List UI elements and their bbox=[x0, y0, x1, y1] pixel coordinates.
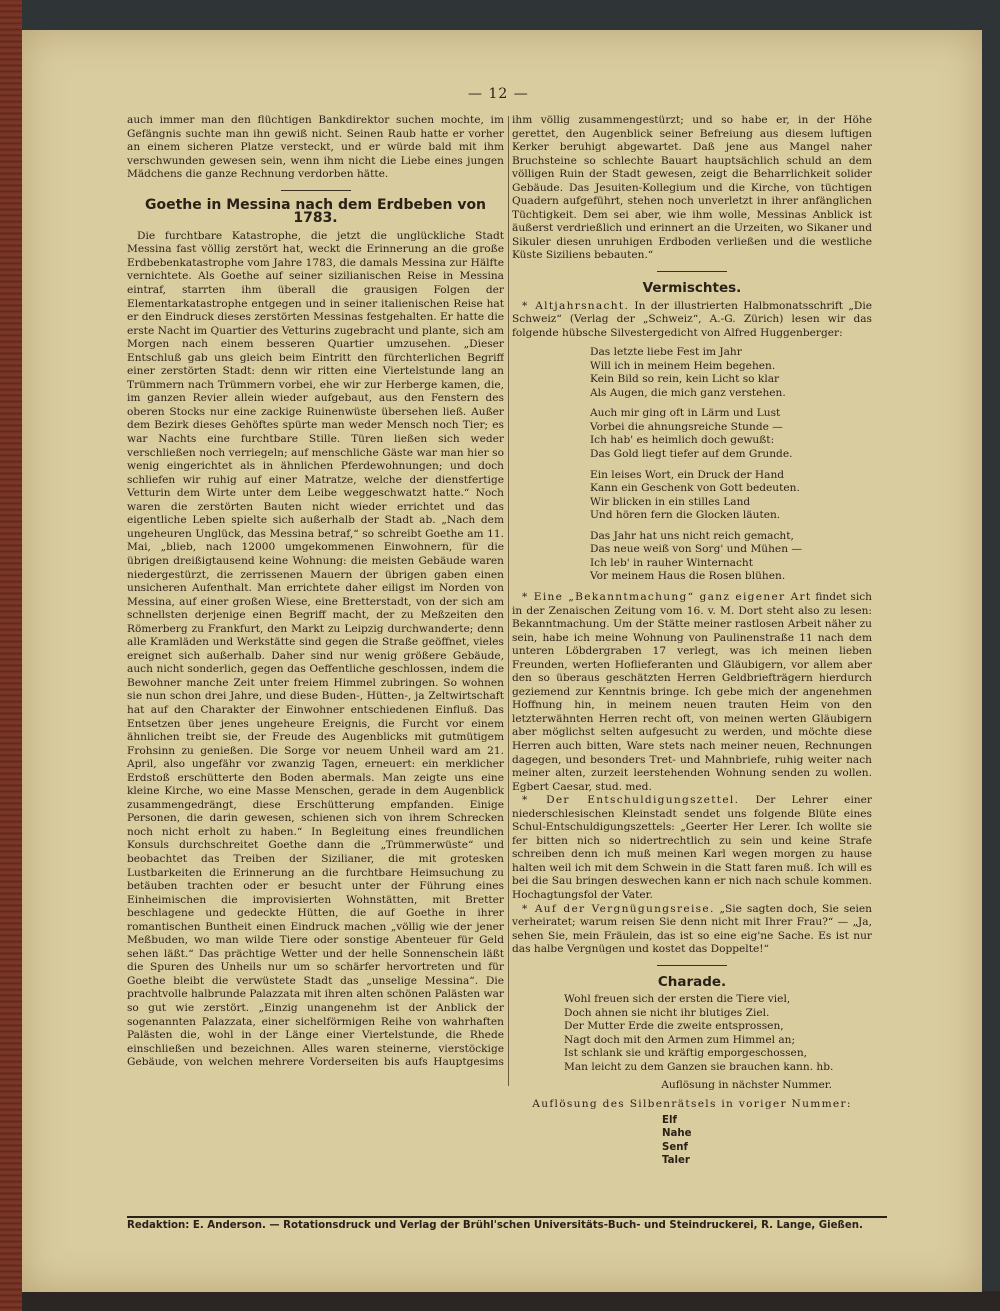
vergnuegung-lead: * Auf der Vergnügungsreise. bbox=[522, 902, 715, 915]
bekanntmachung-item bbox=[512, 591, 872, 794]
poem-stanza bbox=[590, 469, 872, 523]
charade-line: Doch ahnen sie nicht ihr blutiges Ziel. bbox=[564, 1006, 770, 1019]
book-binding bbox=[0, 0, 22, 1311]
entschuldigung-item bbox=[512, 794, 872, 902]
poem-line: Ich hab' es heimlich doch gewußt: bbox=[590, 434, 775, 447]
solution-word-list bbox=[662, 1114, 872, 1164]
poem-stanza bbox=[590, 346, 872, 400]
charade-separator bbox=[657, 965, 727, 966]
poem-line: Das Jahr hat uns nicht reich gemacht, bbox=[590, 529, 794, 542]
section-heading: Vermischtes. bbox=[642, 280, 742, 297]
charade-heading: Charade. bbox=[657, 973, 727, 990]
right-column bbox=[512, 114, 872, 1164]
poem-line: Das neue weiß von Sorg' und Mühen — bbox=[590, 543, 802, 556]
column-divider bbox=[508, 116, 509, 1086]
vergnuegung-item bbox=[512, 903, 872, 957]
poem-line: Das Gold liegt tiefer auf dem Grunde. bbox=[590, 448, 793, 461]
article-separator bbox=[281, 190, 351, 191]
charade-line: Ist schlank sie und kräftig emporgeschossen, bbox=[564, 1047, 808, 1060]
solution-word: Taler bbox=[662, 1155, 690, 1164]
book-board-bottom bbox=[22, 1291, 1000, 1311]
charade-line: Nagt doch mit den Armen zum Himmel an; bbox=[564, 1033, 796, 1046]
section-separator bbox=[657, 271, 727, 272]
solution-word: Nahe bbox=[662, 1128, 692, 1140]
poem-line: Wir blicken in ein stilles Land bbox=[590, 495, 751, 508]
entschuldigung-text: Der Lehrer einer niederschlesischen Kleinstadt sendet uns folgende Blüte eines Schul-Entschuldigungszettels: „Geerter Her Lerer. Ich wollte sie fer bitten nich so nidertrechtlich zu sein und keine Strafe schreiben denn ich muß meinen Karl wegen morgen zu hause halten weil ich mit dem Schwein in die Statt faren muß. Ich will es bei die Sau bringen deswechen kann er nich nach schule kommen. Hochagtungsfol der Vater. bbox=[512, 794, 872, 901]
altjahr-text: In der illustrierten Halbmonatsschrift „Die Schweiz“ (Verlag der „Schweiz“, A.-G. Zürich) lesen wir das folgende hübsche Silvestergedicht von Alfred Huggenberger: bbox=[512, 299, 872, 339]
poem-line: Will ich in meinem Heim begehen. bbox=[590, 359, 776, 372]
vergnuegung-text: „Sie sagten doch, Sie seien verheiratet; warum reisen Sie denn nicht mit Ihrer Frau?“ — „Ja, sehen Sie, mein Fräulein, das ist so eine eig'ne Sache. Es ist nur das halbe Vergnügen und kostet das Doppelte!“ bbox=[512, 902, 872, 956]
charade-line: Man leicht zu dem Ganzen sie brauchen kann. hb. bbox=[564, 1061, 834, 1073]
charade-line: Wohl freuen sich der ersten die Tiere viel, bbox=[564, 993, 791, 1006]
bekanntmachung-text: findet sich in der Zenaischen Zeitung vom 16. v. M. Dort steht also zu lesen: Bekanntmachung. Um der Stätte meiner rastlosen Arbeit näher zu sein, habe ich meine Wohnung von Paulinenstraße 11 nach dem unteren Löbdergraben 17 verlegt, was ich meinen lieben Freunden, werten Hoflieferanten und Gläubigern, vor allem aber den so überaus geschätzten Herren Geldbriefträgern hierdurch geziemend zur Kenntnis bringe. Ich gebe mich der angenehmen Hoffnung hin, in meinem neuen trauten Heim von den letzterwähnten Herren recht oft, von meinen werten Gläubigern aber möglichst selten aufgesucht zu werden, und möchte diese Herren auch bitten, Ware stets nach meiner neuen, Rechnungen dagegen, und besonders Tret- und Mahnbriefe, ruhig weiter nach meiner alten, zurzeit leerstehenden Wohnung senden zu wollen. Egbert Caesar, stud. med. bbox=[512, 590, 872, 793]
charade-line: Der Mutter Erde die zweite entsprossen, bbox=[564, 1020, 784, 1033]
poem-line: Vor meinem Haus die Rosen blühen. bbox=[590, 570, 786, 583]
entschuldigung-lead: * Der Entschuldigungszettel. bbox=[522, 794, 740, 807]
book-board-top bbox=[22, 0, 1000, 32]
right-paragraph-continuation: ihm völlig zusammengestürzt; und so habe er, in der Höhe gerettet, den Augenblick seiner Befreiung aus diesem luftigen Kerker beruhigt abgewartet. Daß jene aus Mangel naher Bruchsteine so schlechte Bauart hauptsächlich schuld an dem völligen Ruin der Stadt gewesen, zeigt die Beharrlichkeit solider Gebäude. Das Jesuiten-Kollegium und die Kirche, von tüchtigen Quadern aufgeführt, stehen noch unverletzt in ihrer anfänglichen Tüchtigkeit. Dem sei aber, wie ihm wolle, Messinas Anblick ist äußerst verdrießlich und erinnert an die Urzeiten, wo Sikaner und Sikuler diesen unruhigen Erdboden verließen und die westliche Küste Siziliens bebauten.“ bbox=[512, 114, 872, 262]
goethe-article-body: Die furchtbare Katastrophe, die jetzt die unglückliche Stadt Messina fast völlig zerstört hat, weckt die Erinnerung an die große Erdbebenkatastrophe vom Jahre 1783, die damals Messina zur Hälfte vernichtete. Als Goethe auf seiner sizilianischen Reise in Messina eintraf, starrten ihm überall die grausigen Folgen der Elementarkatastrophe entgegen und in seiner italienischen Reise hat er den Eindruck dieses zerstörten Messinas festgehalten. Er hatte die erste Nacht im Quartier des Vetturins zugebracht und plante, sich am Morgen nach einem besseren Quartier umzusehen. „Dieser Entschluß gab uns gleich beim Eintritt den fürchterlichen Begriff einer zerstörten Stadt: denn wir ritten eine Viertelstunde lang an Trümmern nach Trümmern vorbei, ehe wir zur Herberge kamen, die, im ganzen Revier allein wieder aufgebaut, aus den Fenstern des oberen Stocks nur eine zackige Ruinenwüste übersehen ließ. Außer dem Bezirk dieses Gehöftes spürte man weder Mensch noch Tier; es war Nachts eine furchtbare Stille. Türen ließen sich weder verschließen noch verriegeln; auf menschliche Gäste war man hier so wenig eingerichtet als in ähnlichen Pferdewohnungen; und doch schliefen wir ruhig auf einer Matratze, welche der dienstfertige Vetturin dem Wirte unter dem Leibe weggeschwatzt hatte.“ Noch waren die zerstörten Bauten nicht wieder errichtet und das eigentliche Leben spielte sich außerhalb der Stadt ab. „Nach dem ungeheuren Unglück, das Messina betraf,“ so schreibt Goethe am 11. Mai, „blieb, nach 12000 umgekommenen Einwohnern, für die übrigen dreißigtausend keine Wohnung: die meisten Gebäude waren niedergestürzt, die zerrissenen Mauern der übrigen gaben einen unsicheren Aufenthalt. Man errichtete daher eiligst im Norden von Messina, auf einer großen Wiese, eine Bretterstadt, von der sich am schnellsten derjenige einen Begriff macht, der zu Meßzeiten den Römerberg zu Frankfurt, den Markt zu Leipzig durchwanderte; denn alle Kramläden und Werkstätte sind gegen die Straße geöffnet, vieles ereignet sich außerhalb. Daher sind nur wenig größere Gebäude, auch nicht sonderlich, gegen das Oeffentliche geschlossen, indem die Bewohner manche Zeit unter freiem Himmel zubringen. So wohnen sie nun schon drei Jahre, und diese Buden-, Hütten-, ja Zeltwirtschaft hat auf den Charakter der Einwohner entschiedenen Einfluß. Das Entsetzen über jenes ungeheure Ereignis, die Furcht vor einem ähnlichen treibt sie, der Freude des Augenblicks mit gutmütigem Frohsinn zu genießen. Die Sorge vor neuem Unheil ward am 21. April, also ungefähr vor zwanzig Tagen, erneuert: ein merklicher Erdstoß erschütterte den Boden abermals. Man zeigte uns eine kleine Kirche, wo eine Masse Menschen, gerade in dem Augenblick zusammengedrängt, diese Erschütterung empfanden. Einige Personen, die darin gewesen, schienen sich von ihrem Schrecken noch nicht erholt zu haben.“ In Begleitung eines freundlichen Konsuls durchschreitet Goethe dann die „Trümmerwüste“ und beobachtet das Treiben der Sizilianer, die mit grotesken Lustbarkeiten die Erinnerung an die furchtbare Heimsuchung zu betäuben trachten oder er besucht unter der Führung eines Einheimischen die improvisierten Wohnstätten, mit Bretter beschlagene und gedeckte Hütten, die auf Goethe in ihrer romantischen Buntheit einen Eindruck machen „völlig wie der jener Meßbuden, wo man wilde Tiere oder sonstige Abenteuer für Geld sehen läßt.“ Das prächtige Wetter und der helle Sonnenschein läßt die Spuren des Unheils nur um so schärfer hervortreten und für Goethe bleibt die verwüstete Stadt das „unselige Messina“. Die prachtvolle halbrunde Palazzata mit ihren alten schönen Palästen war so gut wie zerstört. „Einzig unangenehm ist der Anblick der sogenannten Palazzata, einer sichelförmigen Reihe von wahrhaften Palästen die, wohl in der Länge einer Viertelstunde, die Rhede einschließen und bezeichnen. Alles waren steinerne, vierstöckige Gebäude, von welchen mehrere Vorderseiten bis aufs Hauptgesims bbox=[127, 229, 504, 1069]
poem-line: Ich leb' in rauher Winternacht bbox=[590, 556, 753, 569]
solution-title: Auflösung des Silbenrätsels in voriger Nummer: bbox=[532, 1098, 852, 1111]
charade-verse bbox=[564, 993, 872, 1074]
solution-word: Elf bbox=[662, 1114, 677, 1126]
poem-stanza bbox=[590, 407, 872, 461]
altjahr-lead: * Altjahrsnacht. bbox=[522, 299, 630, 312]
silvester-poem bbox=[590, 346, 872, 584]
poem-line: Das letzte liebe Fest im Jahr bbox=[590, 346, 742, 359]
poem-stanza bbox=[590, 530, 872, 584]
poem-line: Kein Bild so rein, kein Licht so klar bbox=[590, 373, 780, 386]
poem-line: Und hören fern die Glocken läuten. bbox=[590, 509, 781, 522]
solution-word: Senf bbox=[662, 1141, 688, 1153]
left-paragraph-continuation: auch immer man den flüchtigen Bankdirektor suchen mochte, im Gefängnis suchte man ihn gewiß nicht. Seinen Raub hatte er vorher an einem sicheren Platze versteckt, und er würde bald mit ihm verschwunden gewesen sein, wenn ihm nicht die Liebe eines jungen Mädchens die ganze Rechnung verdorben hätte. bbox=[127, 114, 504, 181]
next-solution-note: Auflösung in nächster Nummer. bbox=[661, 1078, 832, 1091]
left-column bbox=[127, 114, 504, 1070]
altjahr-item bbox=[512, 300, 872, 341]
imprint-footer: Redaktion: E. Anderson. — Rotationsdruck und Verlag der Brühl'schen Universitäts-Buch- und Steindruckerei, R. Lange, Gießen. bbox=[127, 1220, 863, 1231]
article-headline: Goethe in Messina nach dem Erdbeben von 1783. bbox=[144, 196, 487, 227]
footer-rule bbox=[127, 1216, 887, 1218]
poem-line: Auch mir ging oft in Lärm und Lust bbox=[590, 407, 781, 420]
book-board-right bbox=[982, 0, 1000, 1311]
poem-line: Als Augen, die mich ganz verstehen. bbox=[590, 386, 786, 399]
bekanntmachung-lead: * Eine „Bekanntmachung“ ganz eigener Art bbox=[522, 590, 812, 603]
poem-line: Vorbei die ahnungsreiche Stunde — bbox=[590, 420, 783, 433]
poem-line: Ein leises Wort, ein Druck der Hand bbox=[590, 468, 785, 481]
page-number: — 12 — bbox=[468, 86, 529, 102]
poem-line: Kann ein Geschenk von Gott bedeuten. bbox=[590, 482, 800, 495]
